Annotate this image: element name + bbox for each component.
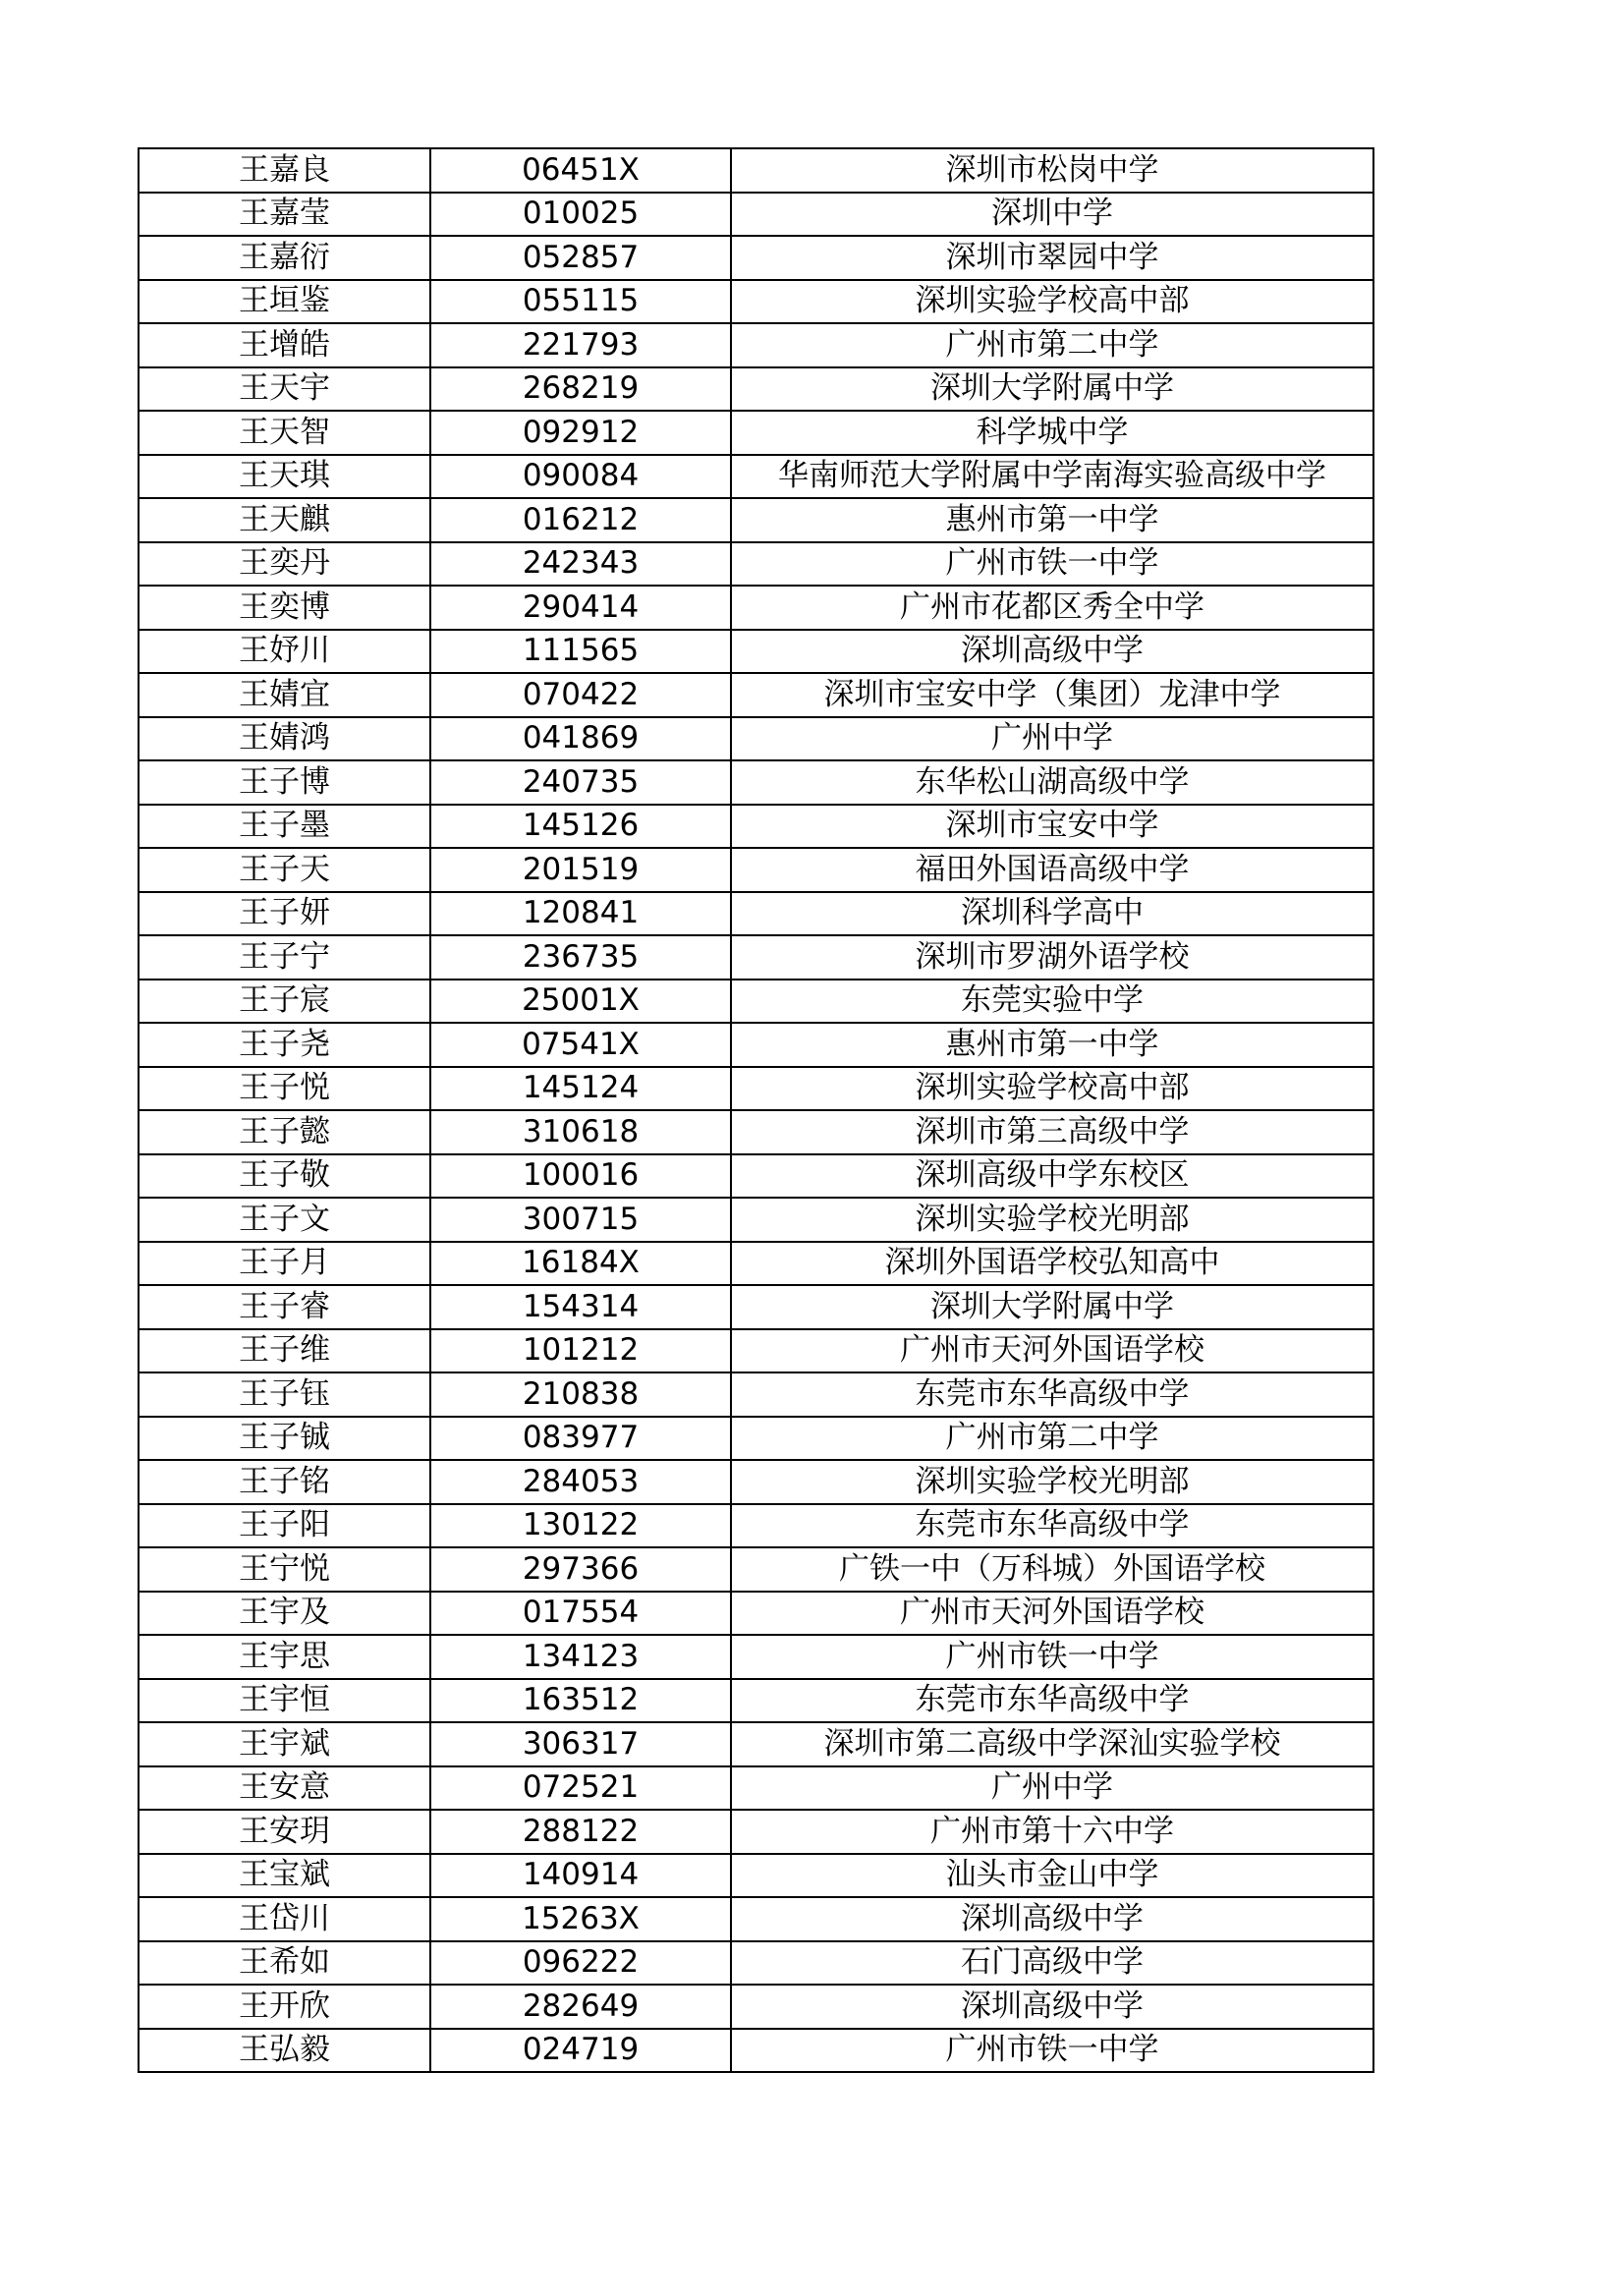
roster-sheet [138,147,1372,2073]
student-name-cell: 王子月 [139,1242,430,1286]
student-name-cell: 王子懿 [139,1110,430,1154]
table-row [139,892,1373,936]
student-id-cell: 07541X [430,1023,731,1067]
student-id-cell: 268219 [430,367,731,412]
student-id-cell: 140914 [430,1854,731,1898]
school-name-cell: 东莞市东华高级中学 [731,1372,1373,1417]
table-row [139,367,1373,412]
school-name-cell: 深圳实验学校高中部 [731,1067,1373,1111]
table-row [139,1897,1373,1941]
table-row [139,1110,1373,1154]
table-row [139,848,1373,892]
student-id-cell: 290414 [430,586,731,630]
school-name-cell: 惠州市第一中学 [731,1023,1373,1067]
school-name-cell: 深圳实验学校光明部 [731,1460,1373,1504]
student-id-cell: 130122 [430,1504,731,1548]
student-id-cell: 16184X [430,1242,731,1286]
school-name-cell: 深圳市罗湖外语学校 [731,935,1373,980]
school-name-cell: 广州中学 [731,717,1373,761]
student-name-cell: 王婧宜 [139,673,430,717]
school-name-cell: 深圳科学高中 [731,892,1373,936]
school-name-cell: 深圳市第二高级中学深汕实验学校 [731,1722,1373,1766]
table-row [139,717,1373,761]
student-id-cell: 284053 [430,1460,731,1504]
table-row [139,1242,1373,1286]
school-name-cell: 深圳市宝安中学 [731,805,1373,849]
student-name-cell: 王子文 [139,1198,430,1242]
school-name-cell: 广州市天河外国语学校 [731,1592,1373,1636]
student-id-cell: 017554 [430,1592,731,1636]
school-name-cell: 深圳市宝安中学（集团）龙津中学 [731,673,1373,717]
school-name-cell: 广州市铁一中学 [731,542,1373,587]
school-name-cell: 东华松山湖高级中学 [731,760,1373,805]
student-id-cell: 120841 [430,892,731,936]
student-name-cell: 王子阳 [139,1504,430,1548]
table-row [139,1460,1373,1504]
school-name-cell: 广州中学 [731,1766,1373,1811]
student-name-cell: 王子天 [139,848,430,892]
student-id-cell: 306317 [430,1722,731,1766]
student-name-cell: 王子铭 [139,1460,430,1504]
school-name-cell: 广铁一中（万科城）外国语学校 [731,1547,1373,1592]
table-row [139,805,1373,849]
student-id-cell: 242343 [430,542,731,587]
school-name-cell: 深圳外国语学校弘知高中 [731,1242,1373,1286]
table-row [139,498,1373,542]
school-name-cell: 广州市第十六中学 [731,1810,1373,1854]
school-name-cell: 华南师范大学附属中学南海实验高级中学 [731,455,1373,499]
student-id-cell: 052857 [430,236,731,280]
student-name-cell: 王子博 [139,760,430,805]
student-id-cell: 163512 [430,1679,731,1723]
table-row [139,630,1373,674]
student-id-cell: 297366 [430,1547,731,1592]
student-id-cell: 210838 [430,1372,731,1417]
student-name-cell: 王宇及 [139,1592,430,1636]
table-row [139,1329,1373,1373]
table-row [139,1679,1373,1723]
student-name-cell: 王子宁 [139,935,430,980]
student-id-cell: 201519 [430,848,731,892]
school-name-cell: 东莞市东华高级中学 [731,1679,1373,1723]
school-name-cell: 广州市第二中学 [731,323,1373,367]
student-name-cell: 王安玥 [139,1810,430,1854]
student-name-cell: 王天智 [139,411,430,455]
student-id-cell: 100016 [430,1154,731,1199]
table-row [139,1766,1373,1811]
table-row [139,411,1373,455]
student-name-cell: 王妤川 [139,630,430,674]
student-name-cell: 王子妍 [139,892,430,936]
table-row [139,2029,1373,2073]
school-name-cell: 东莞市东华高级中学 [731,1504,1373,1548]
student-name-cell: 王弘毅 [139,2029,430,2073]
table-row [139,1985,1373,2029]
school-name-cell: 深圳市翠园中学 [731,236,1373,280]
student-name-cell: 王增皓 [139,323,430,367]
student-name-cell: 王子维 [139,1329,430,1373]
student-id-cell: 236735 [430,935,731,980]
school-name-cell: 深圳市第三高级中学 [731,1110,1373,1154]
school-name-cell: 深圳大学附属中学 [731,367,1373,412]
student-name-cell: 王子悦 [139,1067,430,1111]
student-id-cell: 070422 [430,673,731,717]
student-id-cell: 134123 [430,1635,731,1679]
school-name-cell: 深圳高级中学 [731,1897,1373,1941]
table-row [139,1547,1373,1592]
student-name-cell: 王子尧 [139,1023,430,1067]
school-name-cell: 深圳高级中学 [731,630,1373,674]
roster-table-body [139,148,1373,2072]
student-id-cell: 310618 [430,1110,731,1154]
school-name-cell: 福田外国语高级中学 [731,848,1373,892]
table-row [139,586,1373,630]
school-name-cell: 汕头市金山中学 [731,1854,1373,1898]
school-name-cell: 东莞实验中学 [731,980,1373,1024]
student-id-cell: 090084 [430,455,731,499]
school-name-cell: 广州市铁一中学 [731,1635,1373,1679]
table-row [139,148,1373,193]
student-id-cell: 041869 [430,717,731,761]
school-name-cell: 惠州市第一中学 [731,498,1373,542]
student-name-cell: 王子睿 [139,1285,430,1329]
student-name-cell: 王宁悦 [139,1547,430,1592]
school-name-cell: 广州市第二中学 [731,1417,1373,1461]
student-id-cell: 083977 [430,1417,731,1461]
student-id-cell: 288122 [430,1810,731,1854]
student-id-cell: 072521 [430,1766,731,1811]
student-id-cell: 240735 [430,760,731,805]
student-id-cell: 15263X [430,1897,731,1941]
student-name-cell: 王岱川 [139,1897,430,1941]
student-name-cell: 王奕丹 [139,542,430,587]
student-name-cell: 王开欣 [139,1985,430,2029]
student-id-cell: 06451X [430,148,731,193]
student-name-cell: 王子敬 [139,1154,430,1199]
student-name-cell: 王宇斌 [139,1722,430,1766]
student-id-cell: 154314 [430,1285,731,1329]
school-name-cell: 深圳大学附属中学 [731,1285,1373,1329]
student-name-cell: 王奕博 [139,586,430,630]
student-name-cell: 王天宇 [139,367,430,412]
student-id-cell: 096222 [430,1941,731,1986]
student-name-cell: 王垣鉴 [139,280,430,324]
student-name-cell: 王嘉衍 [139,236,430,280]
student-name-cell: 王嘉莹 [139,193,430,237]
student-id-cell: 25001X [430,980,731,1024]
student-id-cell: 111565 [430,630,731,674]
roster-table [138,147,1374,2073]
table-row [139,1372,1373,1417]
table-row [139,1592,1373,1636]
table-row [139,760,1373,805]
table-row [139,1854,1373,1898]
student-name-cell: 王子墨 [139,805,430,849]
school-name-cell: 深圳高级中学 [731,1985,1373,2029]
table-row [139,1198,1373,1242]
student-name-cell: 王子铖 [139,1417,430,1461]
table-row [139,1810,1373,1854]
student-id-cell: 145126 [430,805,731,849]
school-name-cell: 科学城中学 [731,411,1373,455]
table-row [139,1417,1373,1461]
table-row [139,980,1373,1024]
table-row [139,1635,1373,1679]
table-row [139,1941,1373,1986]
table-row [139,455,1373,499]
school-name-cell: 广州市铁一中学 [731,2029,1373,2073]
table-row [139,1154,1373,1199]
school-name-cell: 广州市天河外国语学校 [731,1329,1373,1373]
school-name-cell: 深圳中学 [731,193,1373,237]
table-row [139,1722,1373,1766]
student-id-cell: 010025 [430,193,731,237]
student-id-cell: 016212 [430,498,731,542]
student-name-cell: 王婧鸿 [139,717,430,761]
school-name-cell: 石门高级中学 [731,1941,1373,1986]
student-id-cell: 024719 [430,2029,731,2073]
table-row [139,1285,1373,1329]
table-row [139,1067,1373,1111]
school-name-cell: 深圳实验学校光明部 [731,1198,1373,1242]
student-name-cell: 王宇思 [139,1635,430,1679]
school-name-cell: 深圳市松岗中学 [731,148,1373,193]
student-name-cell: 王子宸 [139,980,430,1024]
table-row [139,280,1373,324]
student-name-cell: 王天麒 [139,498,430,542]
table-row [139,1504,1373,1548]
student-name-cell: 王宇恒 [139,1679,430,1723]
student-name-cell: 王宝斌 [139,1854,430,1898]
table-row [139,1023,1373,1067]
student-id-cell: 101212 [430,1329,731,1373]
student-name-cell: 王安意 [139,1766,430,1811]
student-id-cell: 145124 [430,1067,731,1111]
table-row [139,323,1373,367]
school-name-cell: 深圳实验学校高中部 [731,280,1373,324]
table-row [139,193,1373,237]
student-name-cell: 王希如 [139,1941,430,1986]
student-id-cell: 282649 [430,1985,731,2029]
table-row [139,935,1373,980]
table-row [139,542,1373,587]
table-row [139,673,1373,717]
table-row [139,236,1373,280]
student-name-cell: 王嘉良 [139,148,430,193]
student-id-cell: 055115 [430,280,731,324]
school-name-cell: 广州市花都区秀全中学 [731,586,1373,630]
student-id-cell: 221793 [430,323,731,367]
student-name-cell: 王子钰 [139,1372,430,1417]
school-name-cell: 深圳高级中学东校区 [731,1154,1373,1199]
student-id-cell: 300715 [430,1198,731,1242]
student-name-cell: 王天琪 [139,455,430,499]
student-id-cell: 092912 [430,411,731,455]
